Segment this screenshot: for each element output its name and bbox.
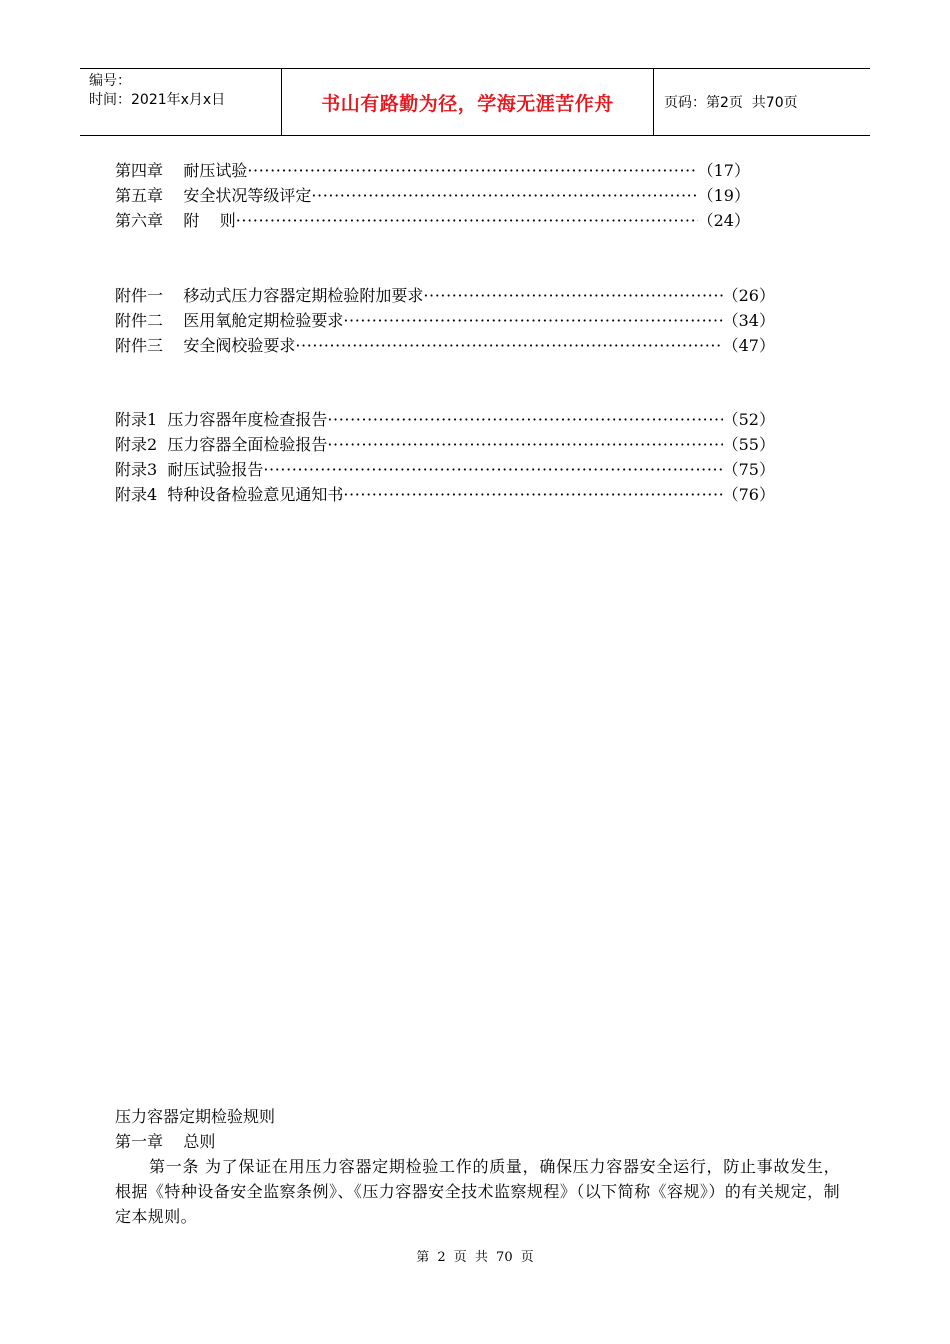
toc-entry-page: （17） [697,161,750,180]
article-paragraph: 第一条 为了保证在用压力容器定期检验工作的质量，确保压力容器安全运行，防止事故发生，根据《特种设备安全监察条例》、《压力容器安全技术监察规程》（以下简称《容规》）的有关规定，制定本规则。 [115,1157,840,1226]
toc-entry-page: （52） [722,410,775,429]
toc-leader-dots [263,457,722,482]
header-motto: 书山有路勤为径，学海无涯苦作舟 [282,69,654,135]
document-title: 压力容器定期检验规则 [115,1107,276,1126]
toc-entry-page: （76） [722,485,775,504]
toc-entry-page: （19） [697,186,750,205]
toc-entry-label: 附录3 耐压试验报告 [115,460,264,479]
toc-entry-label: 附录1 压力容器年度检查报告 [115,410,328,429]
toc-leader-dots [295,333,722,358]
toc-entry [115,308,775,333]
document-date: 时间：2021年x月x日 [89,92,226,108]
toc-entry-label: 第五章 安全状况等级评定 [115,186,312,205]
toc-entry [115,432,775,457]
toc-entry-page: （47） [722,336,775,355]
toc-leader-dots [423,283,722,308]
toc-attachments [115,283,775,358]
header-meta [80,69,282,135]
toc-leader-dots [327,407,722,432]
toc-appendices [115,407,775,507]
toc-leader-dots [247,158,697,183]
header-page-text: 页码：第2页 共70页 [664,95,798,111]
toc-entry-page: （26） [722,286,775,305]
toc-entry-label: 附录2 压力容器全面检验报告 [115,435,328,454]
document-number-label: 编号： [89,73,131,89]
toc-entry-label: 附件二 医用氧舱定期检验要求 [115,311,344,330]
toc-entry [115,457,775,482]
toc-entry-label: 第六章 附 则 [115,211,236,230]
toc-entry-label: 附件一 移动式压力容器定期检验附加要求 [115,286,424,305]
toc-entry [115,158,750,183]
page-footer [0,1246,950,1265]
toc-entry-page: （34） [722,311,775,330]
toc-entry-label: 附录4 特种设备检验意见通知书 [115,485,344,504]
toc-entry-page: （55） [722,435,775,454]
header-page-info [654,69,870,135]
document-body [115,1104,840,1229]
toc-leader-dots [327,432,722,457]
toc-entry [115,283,775,308]
chapter-title: 第一章 总则 [115,1132,216,1151]
toc-entry-label: 第四章 耐压试验 [115,161,248,180]
toc-leader-dots [236,208,698,233]
toc-entry-label: 附件三 安全阀校验要求 [115,336,296,355]
toc-entry-page: （24） [697,211,750,230]
toc-entry [115,183,750,208]
toc-entry-page: （75） [722,460,775,479]
toc-leader-dots [343,482,722,507]
toc-leader-dots [343,308,722,333]
toc-leader-dots [311,183,697,208]
toc-entry [115,407,775,432]
toc-entry [115,208,750,233]
toc-entry [115,333,775,358]
footer-page-number: 第 2 页 共 70 页 [416,1250,534,1265]
toc-chapters [115,158,750,233]
document-header [80,68,870,136]
toc-entry [115,482,775,507]
